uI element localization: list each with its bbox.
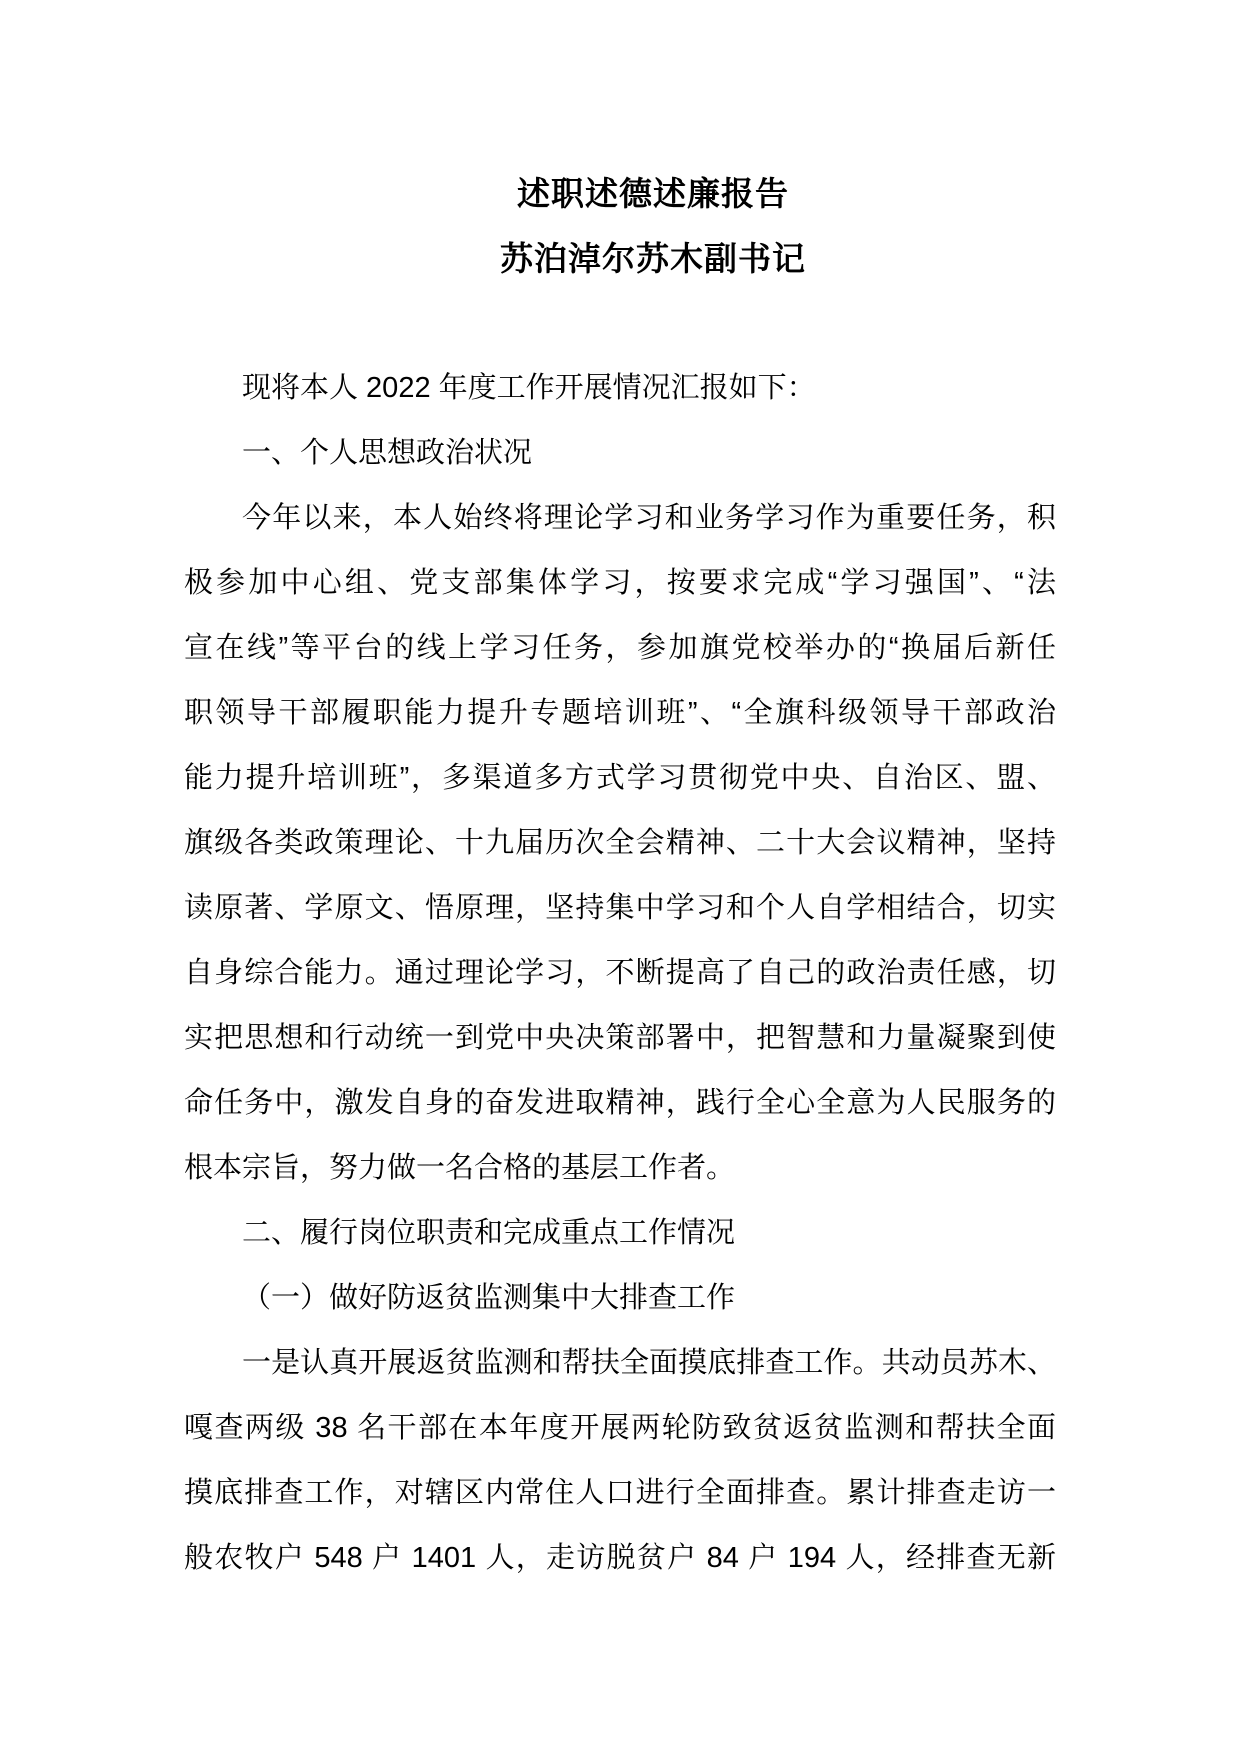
document-subtitle: 苏泊淖尔苏木副书记	[500, 240, 806, 277]
text-line: 摸底排查工作，对辖区内常住人口进行全面排查。累计排查走访一	[184, 1477, 1056, 1509]
text-line: 自身综合能力。通过理论学习，不断提高了自己的政治责任感，切	[184, 957, 1056, 989]
text-line: 读原著、学原文、悟原理，坚持集中学习和个人自学相结合，切实	[184, 892, 1056, 924]
text-line: 宣在线”等平台的线上学习任务，参加旗党校举办的“换届后新任	[184, 632, 1056, 664]
document-content	[184, 161, 1056, 1591]
text-line: 今年以来，本人始终将理论学习和业务学习作为重要任务，积	[242, 502, 1056, 534]
text-line: 般农牧户 548 户 1401 人，走访脱贫户 84 户 194 人，经排查无新	[184, 1542, 1056, 1574]
blank-line	[184, 291, 1056, 356]
document-title: 述职述德述廉报告	[517, 175, 789, 212]
text-line: 旗级各类政策理论、十九届历次全会精神、二十大会议精神，坚持	[184, 827, 1056, 859]
text-line: 职领导干部履职能力提升专题培训班”、“全旗科级领导干部政治	[184, 697, 1056, 729]
text-line: 一、个人思想政治状况	[242, 437, 533, 469]
text-line: 极参加中心组、党支部集体学习，按要求完成“学习强国”、“法	[184, 567, 1056, 599]
text-line: 二、履行岗位职责和完成重点工作情况	[242, 1217, 736, 1249]
text-line: 现将本人 2022 年度工作开展情况汇报如下：	[242, 372, 816, 404]
text-line: 命任务中，激发自身的奋发进取精神，践行全心全意为人民服务的	[184, 1087, 1056, 1119]
text-line: 能力提升培训班”，多渠道多方式学习贯彻党中央、自治区、盟、	[184, 762, 1056, 794]
document-body	[184, 356, 1056, 1591]
text-line: 嘎查两级 38 名干部在本年度开展两轮防致贫返贫监测和帮扶全面	[184, 1412, 1056, 1444]
text-line: 实把思想和行动统一到党中央决策部署中，把智慧和力量凝聚到使	[184, 1022, 1056, 1054]
text-line: 根本宗旨，努力做一名合格的基层工作者。	[184, 1152, 736, 1184]
text-line: 一是认真开展返贫监测和帮扶全面摸底排查工作。共动员苏木、	[242, 1347, 1056, 1379]
text-line: （一）做好防返贫监测集中大排查工作	[242, 1282, 736, 1314]
